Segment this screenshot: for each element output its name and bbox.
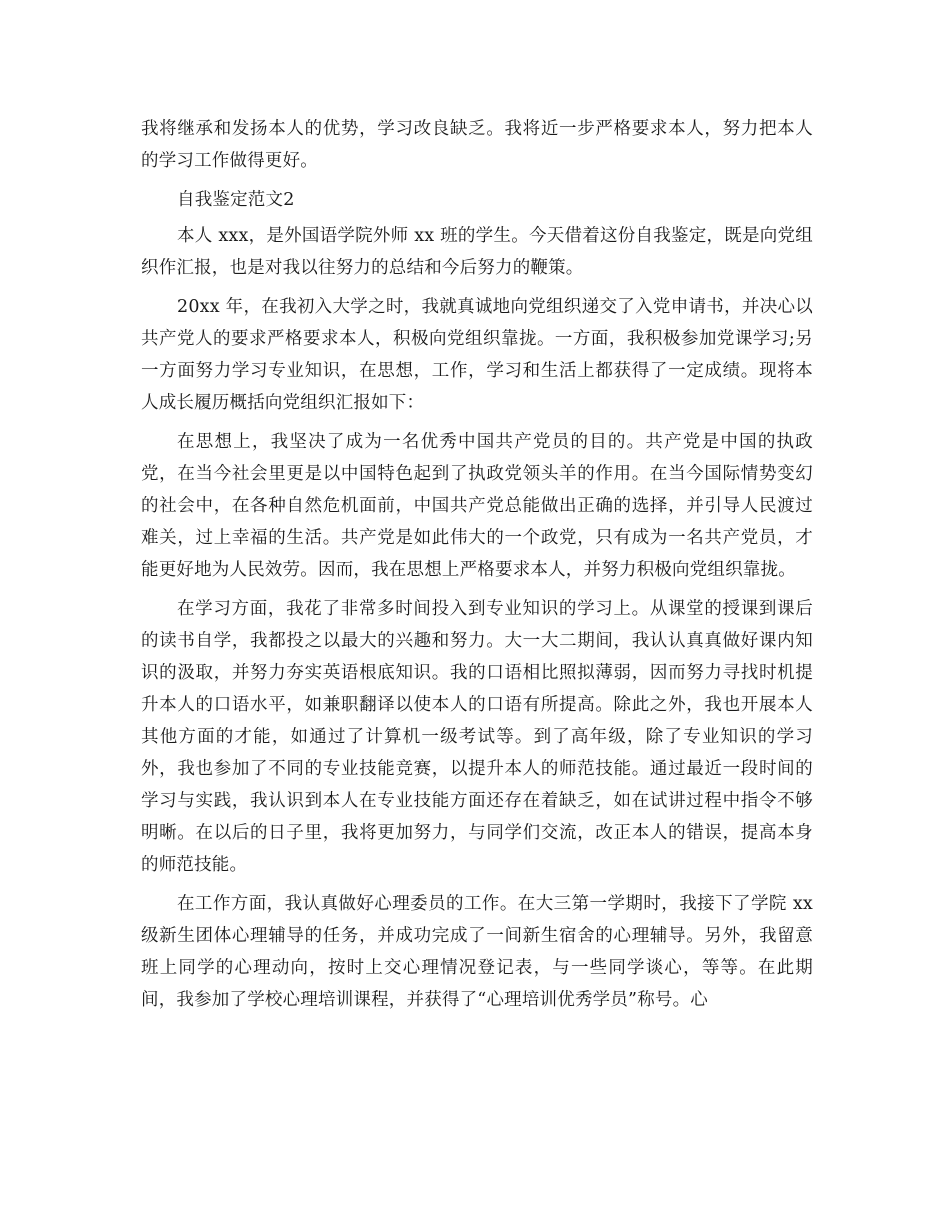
paragraph-thought: 在思想上，我坚决了成为一名优秀中国共产党员的目的。共产党是中国的执政党，在当今社会里更是以中国特色起到了执政党领头羊的作用。在当今国际情势变幻的社会中，在各种自然危机面前，中国共产党总能做出正确的选择，并引导人民渡过难关，过上幸福的生活。共产党是如此伟大的一个政党，只有成为一名共产党员，才能更好地为人民效劳。因而，我在思想上严格要求本人，并努力积极向党组织靠拢。 [141,432,813,580]
section-title: 自我鉴定范文2 [177,190,295,210]
paragraph-party-application: 20xx 年，在我初入大学之时，我就真诚地向党组织递交了入党申请书，并决心以共产党人的要求严格要求本人，积极向党组织靠拢。一方面，我积极参加党课学习;另一方面努力学习专业知识，在思想，工作，学习和生活上都获得了一定成绩。现将本人成长履历概括向党组织汇报如下： [141,297,813,413]
paragraph-study: 在学习方面，我花了非常多时间投入到专业知识的学习上。从课堂的授课到课后的读书自学，我都投之以最大的兴趣和努力。大一大二期间，我认认真真做好课内知识的汲取，并努力夯实英语根底知识。我的口语相比照拟薄弱，因而努力寻找时机提升本人的口语水平，如兼职翻译以使本人的口语有所提高。除此之外，我也开展本人其他方面的才能，如通过了计算机一级考试等。到了高年级，除了专业知识的学习外，我也参加了不同的专业技能竞赛，以提升本人的师范技能。通过最近一段时间的学习与实践，我认识到本人在专业技能方面还存在着缺乏，如在试讲过程中指令不够明晰。在以后的日子里，我将更加努力，与同学们交流，改正本人的错误，提高本身的师范技能。 [141,599,813,875]
paragraph-work: 在工作方面，我认真做好心理委员的工作。在大三第一学期时，我接下了学院 xx 级新生团体心理辅导的任务，并成功完成了一间新生宿舍的心理辅导。另外，我留意班上同学的心理动向，按时上交心理情况登记表，与一些同学谈心，等等。在此期间，我参加了学校心理培训课程，并获得了“心理培训优秀学员”称号。心 [141,894,813,1010]
document-body [141,113,813,1016]
paragraph-intro: 本人 xxx，是外国语学院外师 xx 班的学生。今天借着这份自我鉴定，既是向党组织作汇报，也是对我以往努力的总结和今后努力的鞭策。 [141,226,813,278]
paragraph-continuation: 我将继承和发扬本人的优势，学习改良缺乏。我将近一步严格要求本人，努力把本人的学习工作做得更好。 [141,119,813,171]
